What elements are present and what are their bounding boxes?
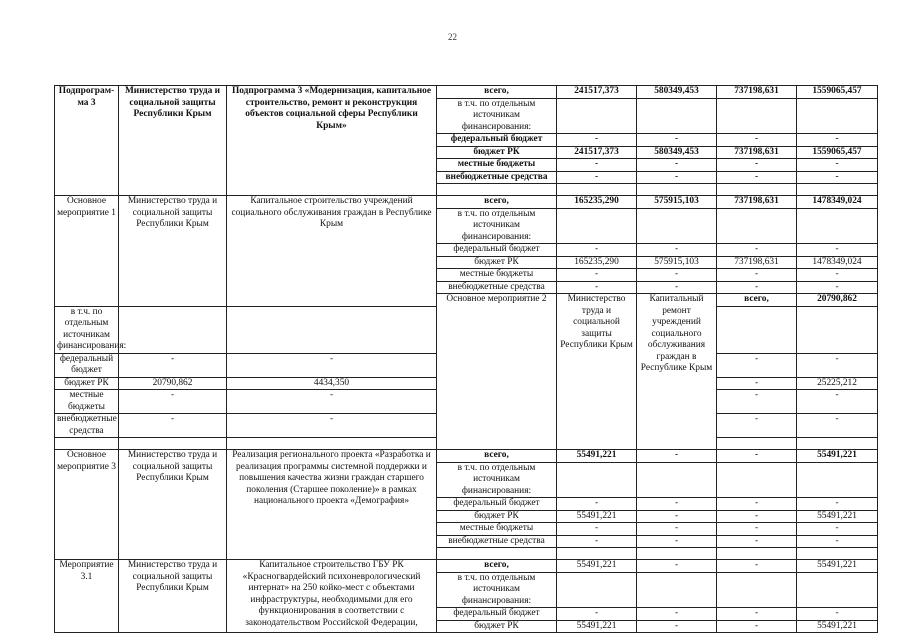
value-cell: - (637, 560, 717, 573)
value-cell: - (637, 269, 717, 282)
value-cell: 55491,221 (797, 620, 878, 633)
value-cell: 165235,290 (557, 196, 637, 209)
value-cell: - (557, 608, 637, 621)
measure-name: Капитальное строительство учреждений социального обслуживания граждан в Республике Крым (227, 196, 437, 307)
value-cell: - (637, 620, 717, 633)
source-label: местные бюджеты (437, 269, 557, 282)
value-cell: - (637, 535, 717, 548)
value-cell: 1478349,024 (797, 196, 878, 209)
value-cell: 241517,373 (557, 146, 637, 159)
value-cell: 580349,453 (637, 86, 717, 99)
measure-name: Подпрограмма 3 «Модернизация, капитальное строительство, ремонт и реконструкция объектов социальной сферы Республики Крым» (227, 86, 437, 196)
source-label: всего, (437, 450, 557, 463)
measure-name: Капитальный ремонт учреждений социального обслуживания граждан в Республике Крым (637, 294, 717, 450)
value-cell: - (717, 171, 797, 184)
value-cell: - (557, 171, 637, 184)
value-cell: - (557, 535, 637, 548)
source-label: федеральный бюджет (437, 134, 557, 147)
row-code: Основное мероприятие 3 (55, 450, 119, 560)
value-cell: - (717, 353, 797, 377)
value-cell: 55491,221 (797, 510, 878, 523)
value-cell: - (637, 134, 717, 147)
source-label: бюджет РК (437, 256, 557, 269)
value-cell: - (717, 414, 797, 438)
row-code: Основное мероприятие 1 (55, 196, 119, 307)
responsible-executor: Министерство труда и социальной защиты Республики Крым (119, 560, 227, 633)
value-cell: - (797, 244, 878, 257)
value-cell: - (637, 244, 717, 257)
source-label: внебюджетные средства (437, 535, 557, 548)
value-cell: - (797, 523, 878, 536)
value-cell: - (797, 535, 878, 548)
value-cell: 575915,103 (637, 256, 717, 269)
value-cell: 241517,373 (557, 86, 637, 99)
value-cell: 55491,221 (557, 450, 637, 463)
value-cell: 737198,631 (717, 256, 797, 269)
value-cell: - (717, 134, 797, 147)
source-label: в т.ч. по отдельным источникам финансирования: (437, 98, 557, 134)
value-cell: 580349,453 (637, 146, 717, 159)
table-row (55, 196, 878, 209)
source-label: внебюджетные средства (437, 281, 557, 294)
value-cell: - (797, 498, 878, 511)
responsible-executor: Министерство труда и социальной защиты Республики Крым (119, 196, 227, 307)
value-cell: - (227, 414, 437, 438)
row-code: Основное мероприятие 2 (437, 294, 557, 450)
value-cell: - (717, 244, 797, 257)
value-cell: - (717, 281, 797, 294)
source-label: всего, (717, 294, 797, 307)
source-label: федеральный бюджет (437, 498, 557, 511)
value-cell: - (637, 171, 717, 184)
responsible-executor: Министерство труда и социальной защиты Республики Крым (119, 450, 227, 560)
value-cell: - (717, 608, 797, 621)
value-cell: 1559065,457 (797, 86, 878, 99)
source-label: местные бюджеты (437, 159, 557, 172)
value-cell: - (557, 523, 637, 536)
page-number: 22 (448, 32, 457, 42)
source-label: бюджет РК (437, 146, 557, 159)
value-cell: 737198,631 (717, 86, 797, 99)
source-label: федеральный бюджет (437, 244, 557, 257)
responsible-executor: Министерство труда и социальной защиты Республики Крым (119, 86, 227, 196)
value-cell: - (637, 159, 717, 172)
value-cell: - (637, 498, 717, 511)
value-cell: - (119, 353, 227, 377)
source-label: всего, (437, 560, 557, 573)
value-cell: 25225,212 (797, 377, 878, 390)
value-cell: - (717, 450, 797, 463)
measure-name: Капитальное строительство ГБУ РК «Красногвардейский психоневрологический интернат» на 250 койко-мест с объектами инфраструктуры, необходимыми для его функционирования в соответствии с законодательством Российской Федерации, (227, 560, 437, 633)
value-cell: 737198,631 (717, 146, 797, 159)
value-cell: - (717, 498, 797, 511)
value-cell: 55491,221 (557, 620, 637, 633)
value-cell: 1559065,457 (797, 146, 878, 159)
value-cell: - (119, 390, 227, 414)
source-label: в т.ч. по отдельным источникам финансирования: (437, 572, 557, 608)
value-cell: - (797, 269, 878, 282)
value-cell: - (637, 510, 717, 523)
source-label: всего, (437, 86, 557, 99)
value-cell: - (557, 159, 637, 172)
value-cell: 4434,350 (227, 377, 437, 390)
value-cell: - (557, 498, 637, 511)
measure-name: Реализация регионального проекта «Разработка и реализация программы системной поддержки и повышения качества жизни граждан старшего поколения (Старшее поколение)» в рамках национального проекта «Демография» (227, 450, 437, 560)
source-label: внебюджетные средства (437, 171, 557, 184)
value-cell: - (557, 281, 637, 294)
value-cell: 1478349,024 (797, 256, 878, 269)
value-cell: - (119, 414, 227, 438)
source-label: бюджет РК (437, 510, 557, 523)
value-cell: 55491,221 (797, 560, 878, 573)
value-cell: - (227, 390, 437, 414)
source-label: местные бюджеты (437, 523, 557, 536)
value-cell: - (717, 159, 797, 172)
value-cell: - (717, 620, 797, 633)
value-cell: - (557, 134, 637, 147)
value-cell: 737198,631 (717, 196, 797, 209)
value-cell: 165235,290 (557, 256, 637, 269)
source-label: местные бюджеты (55, 390, 119, 414)
value-cell: - (637, 608, 717, 621)
value-cell: - (717, 535, 797, 548)
value-cell: - (717, 377, 797, 390)
source-label: всего, (437, 196, 557, 209)
value-cell: - (717, 560, 797, 573)
value-cell: - (557, 244, 637, 257)
source-label: бюджет РК (437, 620, 557, 633)
value-cell: - (717, 269, 797, 282)
table-row (55, 86, 878, 99)
source-label: федеральный бюджет (437, 608, 557, 621)
value-cell: 55491,221 (797, 450, 878, 463)
table-row (55, 560, 878, 573)
value-cell: - (797, 159, 878, 172)
source-label: в т.ч. по отдельным источникам финансирования: (437, 462, 557, 498)
value-cell: - (557, 269, 637, 282)
value-cell: - (797, 353, 878, 377)
source-label: внебюджетные средства (55, 414, 119, 438)
row-code: Подпрограм-ма 3 (55, 86, 119, 196)
value-cell: - (797, 281, 878, 294)
source-label: федеральный бюджет (55, 353, 119, 377)
value-cell: 20790,862 (119, 377, 227, 390)
table-row (55, 450, 878, 463)
value-cell: - (637, 523, 717, 536)
source-label: бюджет РК (55, 377, 119, 390)
value-cell: - (637, 281, 717, 294)
value-cell: - (717, 523, 797, 536)
value-cell: 55491,221 (557, 560, 637, 573)
value-cell: - (797, 390, 878, 414)
row-code: Мероприятие 3.1 (55, 560, 119, 633)
value-cell: - (717, 390, 797, 414)
value-cell: 575915,103 (637, 196, 717, 209)
value-cell: - (717, 510, 797, 523)
value-cell: - (797, 134, 878, 147)
source-label: в т.ч. по отдельным источникам финансирования: (437, 208, 557, 244)
value-cell: - (797, 171, 878, 184)
value-cell: - (227, 353, 437, 377)
financing-table (54, 85, 878, 633)
responsible-executor: Министерство труда и социальной защиты Республики Крым (557, 294, 637, 450)
value-cell: - (797, 414, 878, 438)
value-cell: 55491,221 (557, 510, 637, 523)
source-label: в т.ч. по отдельным источникам финансирования: (55, 306, 119, 353)
value-cell: - (637, 450, 717, 463)
value-cell: 20790,862 (797, 294, 878, 307)
value-cell: - (797, 608, 878, 621)
